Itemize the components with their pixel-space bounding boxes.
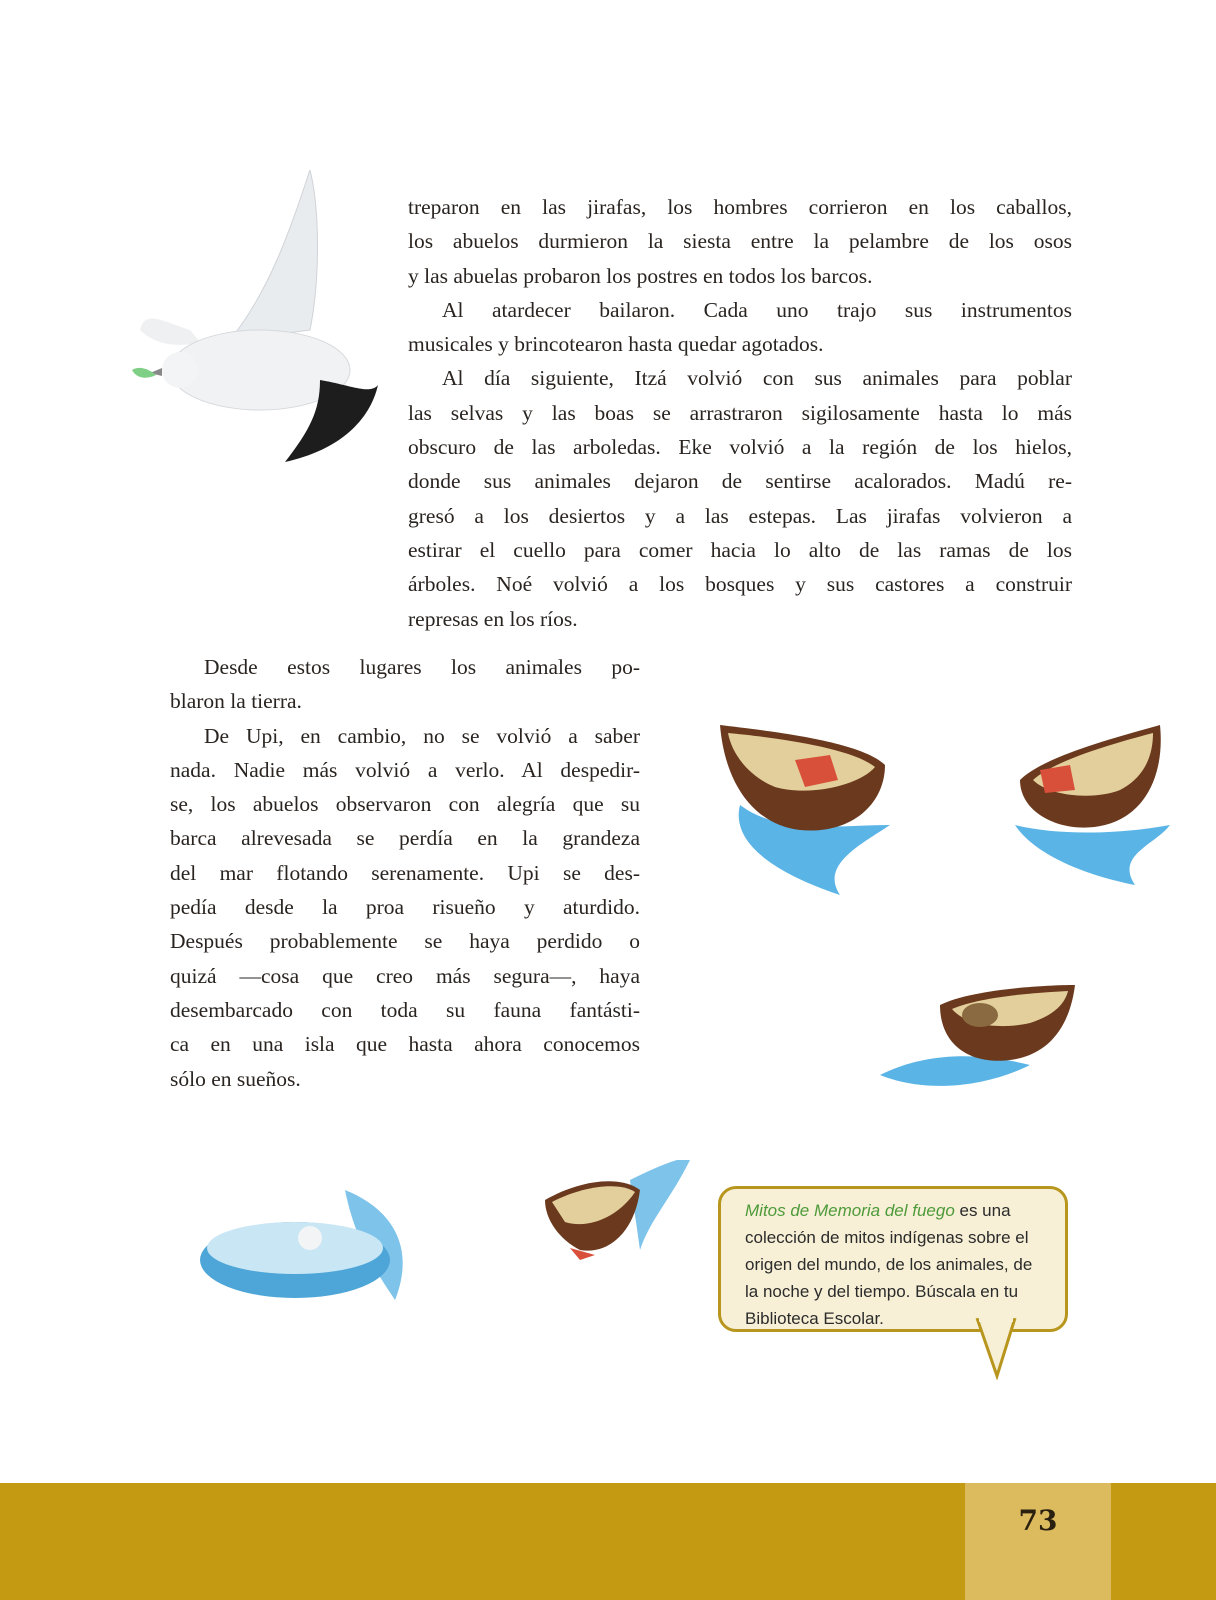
speech-bubble-tail: [975, 1318, 1025, 1380]
text-line: Después probablemente se haya perdido o: [170, 929, 640, 954]
text-line: Desde estos lugares los animales po-: [204, 655, 640, 679]
book-recommendation-callout: [718, 1186, 1068, 1332]
dove-illustration: [120, 170, 390, 480]
book-title: Mitos de Memoria del fuego: [745, 1201, 955, 1220]
text-line: blaron la tierra.: [170, 689, 302, 714]
text-line: nada. Nadie más volvió a verlo. Al despedir-: [170, 757, 640, 782]
text-line: obscuro de las arboledas. Eke volvió a la región de los hielos,: [408, 435, 1072, 460]
boat-illustration: [195, 1190, 435, 1330]
text-line: donde sus animales dejaron de sentirse acalorados. Madú re-: [408, 469, 1072, 494]
text-line: musicales y brincotearon hasta quedar agotados.: [408, 332, 824, 357]
text-line: quizá —cosa que creo más segura—, haya: [170, 963, 640, 988]
text-line: árboles. Noé volvió a los bosques y sus castores a construir: [408, 572, 1072, 597]
boat-illustration: [1005, 725, 1175, 885]
page-number: 73: [1018, 1504, 1058, 1537]
text-line: ca en una isla que hasta ahora conocemos: [170, 1032, 640, 1057]
text-line: represas en los ríos.: [408, 606, 578, 631]
text-line: y las abuelas probaron los postres en todos los barcos.: [408, 263, 873, 288]
story-text-top: [408, 190, 1072, 636]
page-number-box: [965, 1483, 1111, 1600]
text-line: Al día siguiente, Itzá volvió con sus animales para poblar: [442, 366, 1072, 391]
text-line: del mar flotando serenamente. Upi se des-: [170, 860, 640, 885]
boat-illustration: [880, 975, 1100, 1095]
text-line: barca alrevesada se perdía en la grandeza: [170, 826, 640, 851]
text-line: desembarcado con toda su fauna fantásti-: [170, 997, 640, 1022]
boat-illustration: [720, 725, 910, 895]
text-line: gresó a los desiertos y a las estepas. Las jirafas volvieron a: [408, 503, 1072, 528]
text-line: los abuelos durmieron la siesta entre la pelambre de los osos: [408, 229, 1072, 254]
text-line: se, los abuelos observaron con alegría que su: [170, 792, 640, 817]
text-line: Al atardecer bailaron. Cada uno trajo sus instrumentos: [442, 297, 1072, 322]
text-line: pedía desde la proa risueño y aturdido.: [170, 895, 640, 920]
text-line: De Upi, en cambio, no se volvió a saber: [204, 723, 640, 748]
boat-illustration: [540, 1160, 700, 1280]
text-line: estirar el cuello para comer hacia lo alto de las ramas de los: [408, 537, 1072, 562]
text-line: sólo en sueños.: [170, 1066, 301, 1091]
story-text-lower: [170, 650, 640, 1096]
text-line: las selvas y las boas se arrastraron sigilosamente hasta lo más: [408, 400, 1072, 425]
text-line: treparon en las jirafas, los hombres corrieron en los caballos,: [408, 195, 1072, 219]
callout-body: es una colección de mitos indígenas sobre el origen del mundo, de los animales, de la noche y del tiempo. Búscala en tu Biblioteca Escolar.: [745, 1201, 1033, 1328]
